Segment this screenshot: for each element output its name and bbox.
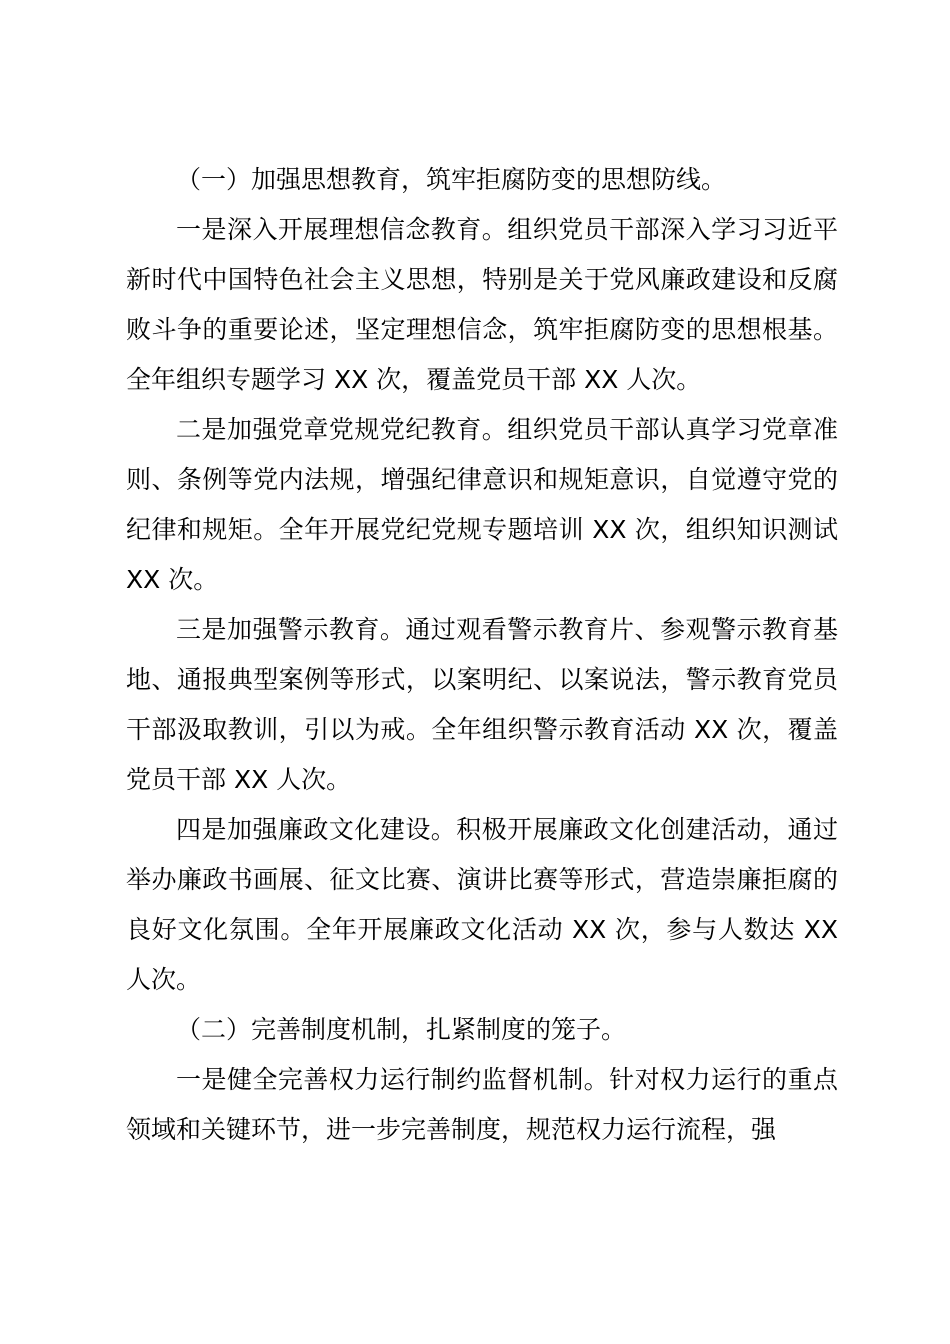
paragraph-1-1: 一是深入开展理想信念教育。组织党员干部深入学习习近平新时代中国特色社会主义思想，特别是关于党风廉政建设和反腐败斗争的重要论述，坚定理想信念，筑牢拒腐防变的思想根基。全年组织专题学习 XX 次，覆盖党员干部 XX 人次。	[126, 215, 838, 394]
paragraph-2-1: 一是健全完善权力运行制约监督机制。针对权力运行的重点领域和关键环节，进一步完善制度，规范权力运行流程，强	[126, 1065, 838, 1144]
paragraph-1-4: 四是加强廉政文化建设。积极开展廉政文化创建活动，通过举办廉政书画展、征文比赛、演讲比赛等形式，营造崇廉拒腐的良好文化氛围。全年开展廉政文化活动 XX 次，参与人数达 XX 人次。	[126, 815, 838, 994]
section-heading-2: （二）完善制度机制，扎紧制度的笼子。	[176, 1015, 627, 1044]
document-body	[126, 155, 838, 1155]
paragraph-1-2: 二是加强党章党规党纪教育。组织党员干部认真学习党章准则、条例等党内法规，增强纪律意识和规矩意识，自觉遵守党的纪律和规矩。全年开展党纪党规专题培训 XX 次，组织知识测试 XX 次。	[126, 415, 838, 594]
section-heading-1: （一）加强思想教育，筑牢拒腐防变的思想防线。	[176, 165, 727, 194]
paragraph-1-3: 三是加强警示教育。通过观看警示教育片、参观警示教育基地、通报典型案例等形式，以案明纪、以案说法，警示教育党员干部汲取教训，引以为戒。全年组织警示教育活动 XX 次，覆盖党员干部 XX 人次。	[126, 615, 838, 794]
